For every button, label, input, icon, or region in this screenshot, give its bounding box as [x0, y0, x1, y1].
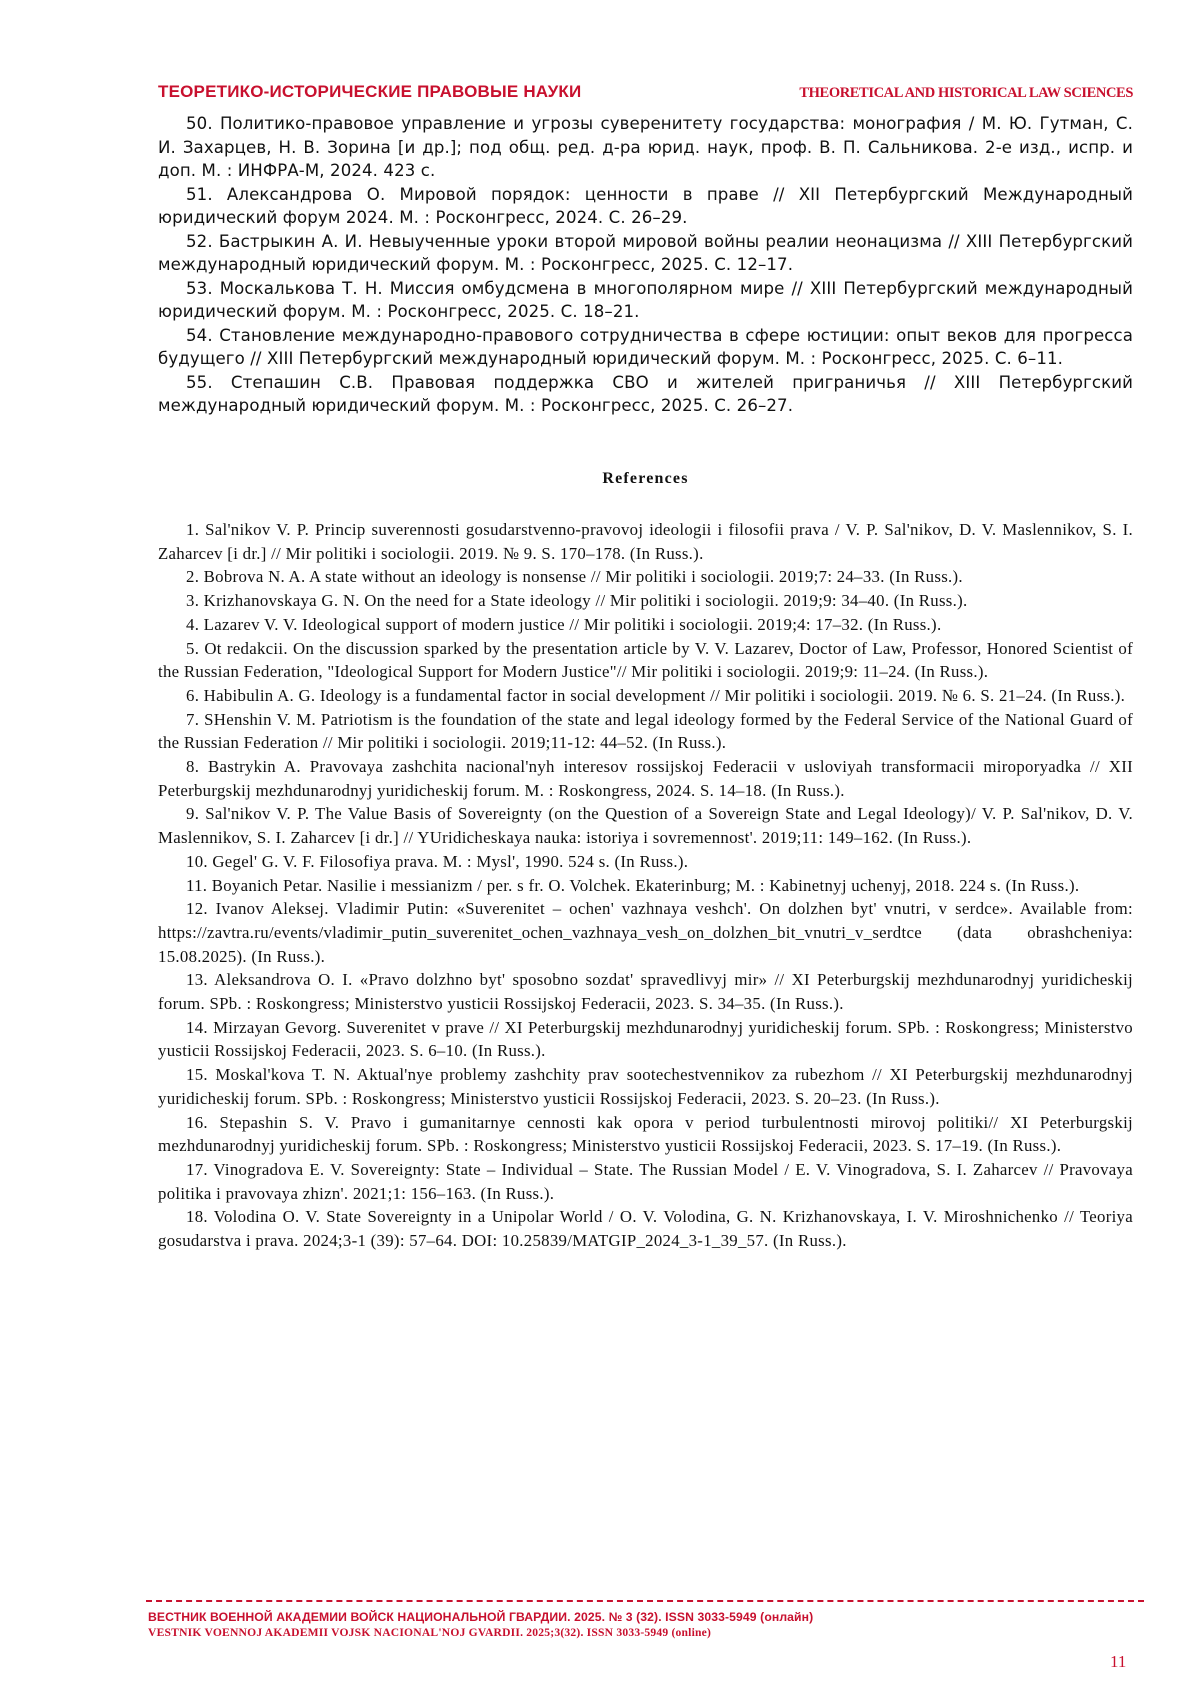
- reference-item: 10. Gegel' G. V. F. Filosofiya prava. M. : Mysl', 1990. 524 s. (In Russ.).: [186, 851, 689, 871]
- reference-item: 3. Krizhanovskaya G. N. On the need for a State ideology // Mir politiki i sociologii. 2019;9: 34–40. (In Russ.).: [186, 591, 968, 611]
- reference-item: 9. Sal'nikov V. P. The Value Basis of Sovereignty (on the Question of a Sovereign State and Legal Ideology)/ V. P. Sal'nikov, D. V. Maslennikov, S. I. Zaharcev [i dr.] // YUridicheskaya nauka: istoriya i sovremennost'. 2019;11: 149–162. (In Russ.).: [158, 804, 1133, 848]
- header-section-title-ru: ТЕОРЕТИКО-ИСТОРИЧЕСКИЕ ПРАВОВЫЕ НАУКИ: [158, 82, 582, 101]
- reference-item: 6. Habibulin A. G. Ideology is a fundamental factor in social development // Mir politiki i sociologii. 2019. № 6. S. 21–24. (In Russ.).: [186, 685, 1126, 705]
- header-section-title-en: THEORETICAL AND HISTORICAL LAW SCIENCES: [799, 85, 1133, 101]
- reference-item: 4. Lazarev V. V. Ideological support of modern justice // Mir politiki i sociologii. 2019;4: 17–32. (In Russ.).: [186, 614, 942, 634]
- reference-item-with-link: 12. Ivanov Aleksej. Vladimir Putin: «Suverenitet – ochen' vazhnaya veshch'. On dolzhen byt' vnutri, v serdce». Available from: https://zavtra.ru/events/vladimir_putin_suverenitet_ochen_vazhnaya_vesh_on_dolzhen_bit_vnutri_v_serdtce (data obrashcheniya: 15.08.2025). (In Russ.).: [158, 899, 1133, 966]
- reference-item: 7. SHenshin V. M. Patriotism is the foundation of the state and legal ideology formed by the Federal Service of the National Guard of the Russian Federation // Mir politiki i sociologii. 2019;11-12: 44–52. (In Russ.).: [158, 709, 1133, 753]
- reference-item: 1. Sal'nikov V. P. Princip suverennosti gosudarstvenno-pravovoj ideologii i filosofii prava / V. P. Sal'nikov, D. V. Maslennikov, S. I. Zaharcev [i dr.] // Mir politiki i sociologii. 2019. № 9. S. 170–178. (In Russ.).: [158, 520, 1133, 563]
- reference-item: 53. Москалькова Т. Н. Миссия омбудсмена в многополярном мире // XIII Петербургский международный юридический форум. М. : Росконгресс, 2025. С. 18–21.: [158, 278, 1133, 321]
- reference-item: 14. Mirzayan Gevorg. Suverenitet v prave // XI Peterburgskij mezhdunarodnyj yuridicheskij forum. SPb. : Roskongress; Ministerstvo yusticii Rossijskoj Federacii, 2023. S. 6–10. (In Russ.).: [158, 1017, 1133, 1061]
- reference-item: 16. Stepashin S. V. Pravo i gumanitarnye cennosti kak opora v period turbulentnosti mirovoj politiki// XI Peterburgskij mezhdunarodnyj yuridicheskij forum. SPb. : Roskongress; Ministerstvo yusticii Rossijskoj Federacii, 2023. S. 17–19. (In Russ.).: [158, 1112, 1133, 1156]
- reference-item: 17. Vinogradova E. V. Sovereignty: State – Individual – State. The Russian Model / E. V. Vinogradova, S. I. Zaharcev // Pravovaya politika i pravovaya zhizn'. 2021;1: 156–163. (In Russ.).: [158, 1159, 1133, 1203]
- reference-item: 15. Moskal'kova T. N. Aktual'nye problemy zashchity prav sootechestvennikov za rubezhom // XI Peterburgskij mezhdunarodnyj yuridicheskij forum. SPb. : Roskongress; Ministerstvo yusticii Rossijskoj Federacii, 2023. S. 20–23. (In Russ.).: [158, 1065, 1133, 1108]
- running-header: [158, 82, 1133, 102]
- reference-item: 2. Bobrova N. A. A state without an ideology is nonsense // Mir politiki i sociologii. 2019;7: 24–33. (In Russ.).: [186, 567, 963, 587]
- reference-item: 51. Александрова О. Мировой порядок: ценности в праве // XII Петербургский Международный юридический форум 2024. М. : Росконгресс, 2024. С. 26–29.: [158, 184, 1133, 227]
- journal-footer: [148, 1610, 1138, 1639]
- reference-item: 8. Bastrykin A. Pravovaya zashchita nacional'nyh interesov rossijskoj Federacii v usloviyah transformacii miroporyadka // XII Peterburgskij mezhdunarodnyj yuridicheskij forum. M. : Roskongress, 2024. S. 14–18. (In Russ.).: [158, 757, 1133, 800]
- reference-item: 54. Становление международно-правового сотрудничества в сфере юстиции: опыт веков для прогресса будущего // XIII Петербургский международный юридический форум. М. : Росконгресс, 2025. С. 6–11.: [158, 325, 1133, 368]
- reference-item: 18. Volodina O. V. State Sovereignty in a Unipolar World / O. V. Volodina, G. N. Krizhanovskaya, I. V. Miroshnichenko // Teoriya gosudarstva i prava. 2024;3-1 (39): 57–64. DOI: 10.25839/MATGIP_2024_3-1_39_57. (In Russ.).: [158, 1207, 1133, 1251]
- reference-item: 13. Aleksandrova O. I. «Pravo dolzhno byt' sposobno sozdat' spravedlivyj mir» // XI Peterburgskij mezhdunarodnyj yuridicheskij forum. SPb. : Roskongress; Ministerstvo yusticii Rossijskoj Federacii, 2023. S. 34–35. (In Russ.).: [158, 970, 1133, 1014]
- russian-references-list: [158, 112, 1133, 418]
- footer-divider: [146, 1600, 1144, 1602]
- page-number: 11: [1110, 1652, 1127, 1671]
- english-references-list: [158, 518, 1133, 1253]
- footer-journal-en: VESTNIK VOENNOJ AKADEMII VOJSK NACIONAL'NOJ GVARDII. 2025;3(32). ISSN 3033-5949 (online): [148, 1626, 712, 1639]
- references-heading: References: [602, 470, 689, 487]
- footer-journal-ru: ВЕСТНИК ВОЕННОЙ АКАДЕМИИ ВОЙСК НАЦИОНАЛЬНОЙ ГВАРДИИ. 2025. № 3 (32). ISSN 3033-5949 (онлайн): [148, 1610, 814, 1624]
- reference-item: 55. Степашин С.В. Правовая поддержка СВО и жителей приграничья // XIII Петербургский международный юридический форум. М. : Росконгресс, 2025. С. 26–27.: [158, 372, 1133, 415]
- reference-item: 52. Бастрыкин А. И. Невыученные уроки второй мировой войны реалии неонацизма // XIII Петербургский международный юридический форум. М. : Росконгресс, 2025. С. 12–17.: [158, 231, 1133, 274]
- reference-item: 50. Политико-правовое управление и угрозы суверенитету государства: монография / М. Ю. Гутман, С. И. Захарцев, Н. В. Зорина [и др.]; под общ. ред. д-ра юрид. наук, проф. В. П. Сальникова. 2-е изд., испр. и доп. М. : ИНФРА-М, 2024. 423 с.: [158, 114, 1133, 180]
- reference-item: 11. Boyanich Petar. Nasilie i messianizm / per. s fr. O. Volchek. Ekaterinburg; M. : Kabinetnyj uchenyj, 2018. 224 s. (In Russ.).: [186, 875, 1080, 895]
- reference-item: 5. Ot redakcii. On the discussion sparked by the presentation article by V. V. Lazarev, Doctor of Law, Professor, Honored Scientist of the Russian Federation, "Ideological Support for Modern Justice"// Mir politiki i sociologii. 2019;9: 11–24. (In Russ.).: [158, 638, 1133, 682]
